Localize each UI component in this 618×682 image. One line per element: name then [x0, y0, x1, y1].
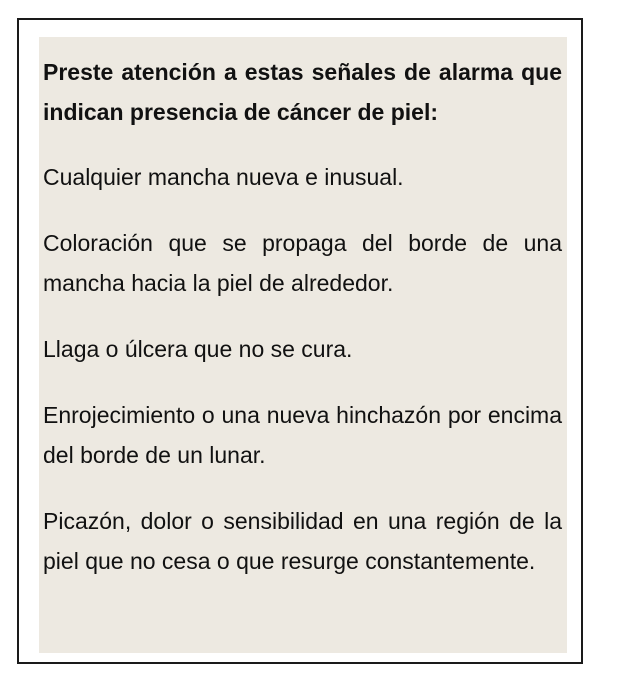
warning-sign-item: Picazón, dolor o sensibilidad en una región de la piel que no cesa o que resurge constantemente. — [43, 508, 562, 574]
warning-signs-box — [17, 18, 583, 664]
warning-signs-panel — [39, 37, 567, 653]
warning-sign-item: Llaga o úlcera que no se cura. — [43, 336, 353, 362]
warning-sign-item: Cualquier mancha nueva e inusual. — [43, 164, 404, 190]
warning-sign-item: Enrojecimiento o una nueva hinchazón por encima del borde de un lunar. — [43, 402, 562, 468]
warning-sign-item: Coloración que se propaga del borde de una mancha hacia la piel de alrededor. — [43, 230, 562, 296]
box-heading: Preste atención a estas señales de alarma que indican presencia de cáncer de piel: — [43, 59, 562, 125]
